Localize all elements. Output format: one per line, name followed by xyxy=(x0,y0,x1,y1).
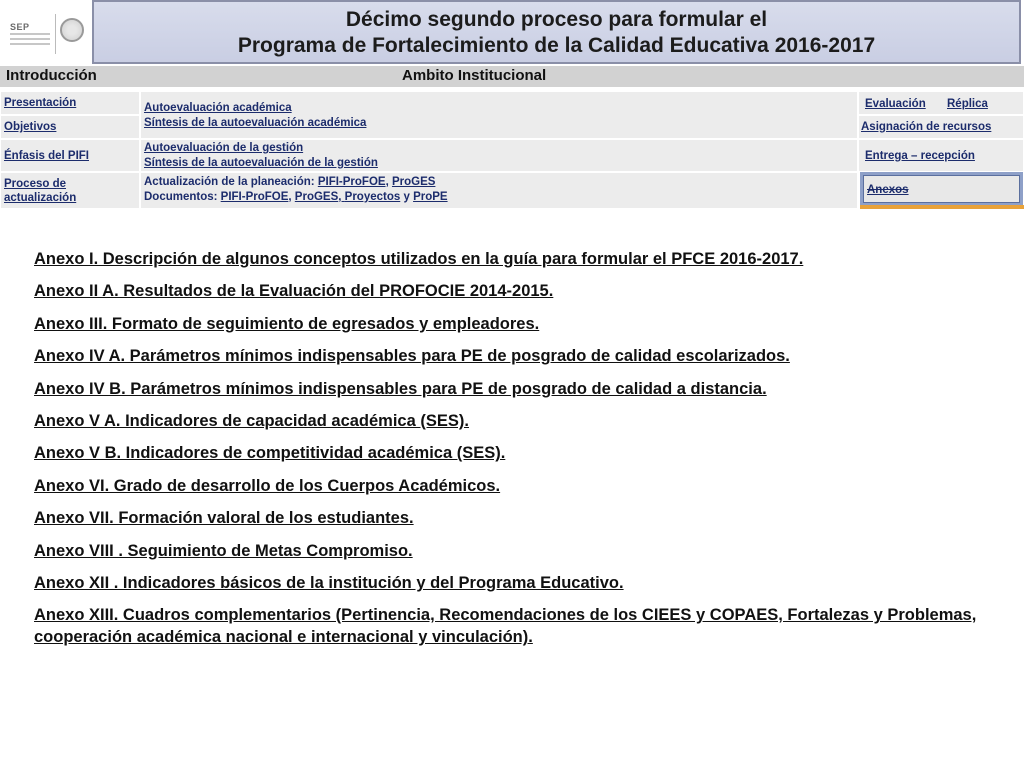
nav-link-replica[interactable]: Réplica xyxy=(947,98,988,110)
nav-link-proceso-actualizacion[interactable]: Proceso de actualización xyxy=(4,178,77,204)
tab-introduccion[interactable]: Introducción xyxy=(6,67,97,84)
annex-link-vii[interactable]: Anexo VII. Formación valoral de los estudiantes. xyxy=(34,509,414,528)
annex-link-viii[interactable]: Anexo VIII . Seguimiento de Metas Compromiso. xyxy=(34,541,413,560)
page-title-line1: Décimo segundo proceso para formular el xyxy=(345,8,768,31)
doc-link-pifi-profoe[interactable]: PIFI-ProFOE xyxy=(220,191,289,203)
annex-link-iii[interactable]: Anexo III. Formato de seguimiento de egresados y empleadores. xyxy=(34,314,540,333)
nav-cell-actualizacion xyxy=(140,172,858,209)
nav-link-presentacion[interactable]: Presentación xyxy=(4,97,77,109)
page-title-line2: Programa de Fortalecimiento de la Calidad Educativa 2016-2017 xyxy=(237,34,876,57)
annex-link-ii-a[interactable]: Anexo II A. Resultados de la Evaluación del PROFOCIE 2014-2015. xyxy=(34,282,554,301)
nav-link-asignacion-recursos[interactable]: Asignación de recursos xyxy=(861,121,992,133)
nav-cell-anexos-active xyxy=(860,172,1023,206)
seal-icon xyxy=(60,18,84,42)
separator: y xyxy=(400,191,414,203)
nav-link-evaluacion[interactable]: Evaluación xyxy=(865,98,926,110)
nav-cell-presentacion xyxy=(0,91,140,115)
nav-cell-evaluacion xyxy=(858,91,1024,115)
doc-link-proyectos[interactable]: Proyectos xyxy=(344,191,401,203)
doc-link-proges[interactable]: ProGES xyxy=(294,191,339,203)
nav-cell-entrega xyxy=(858,139,1024,172)
anexos-active-indicator xyxy=(860,205,1024,209)
nav-cell-autoeval-academica xyxy=(140,91,858,139)
actualizacion-line xyxy=(144,176,435,188)
nav-cell-autoeval-gestion xyxy=(140,139,858,172)
section-tabbar xyxy=(0,66,1024,87)
link-pifi-profoe[interactable]: PIFI-ProFOE xyxy=(317,176,386,188)
annex-link-v-b[interactable]: Anexo V B. Indicadores de competitividad académica (SES). xyxy=(34,444,506,463)
nav-link-objetivos[interactable]: Objetivos xyxy=(4,121,57,133)
link-proges[interactable]: ProGES xyxy=(391,176,436,188)
separator: , xyxy=(338,191,345,203)
separator: , xyxy=(288,191,295,203)
annex-link-iv-b[interactable]: Anexo IV B. Parámetros mínimos indispensables para PE de posgrado de calidad a distancia. xyxy=(34,379,767,398)
nav-link-sintesis-academica[interactable]: Síntesis de la autoevaluación académica xyxy=(144,117,367,129)
nav-link-sintesis-gestion[interactable]: Síntesis de la autoevaluación de la gestión xyxy=(144,157,378,169)
sep-logo-lines xyxy=(10,33,50,48)
nav-cell-objetivos xyxy=(0,115,140,139)
nav-link-enfasis-pifi[interactable]: Énfasis del PIFI xyxy=(4,150,89,162)
sep-logo xyxy=(0,0,92,66)
nav-cell-proceso xyxy=(0,172,140,209)
annex-link-vi[interactable]: Anexo VI. Grado de desarrollo de los Cuerpos Académicos. xyxy=(34,476,501,495)
nav-link-entrega-recepcion[interactable]: Entrega – recepción xyxy=(865,150,975,162)
documentos-prefix: Documentos: xyxy=(144,191,221,203)
navigation-grid xyxy=(0,88,1024,210)
nav-cell-enfasis xyxy=(0,139,140,172)
doc-link-prope[interactable]: ProPE xyxy=(413,191,448,203)
annex-link-xii[interactable]: Anexo XII . Indicadores básicos de la institución y del Programa Educativo. xyxy=(34,573,624,592)
nav-cell-asignacion xyxy=(858,115,1024,139)
nav-link-autoeval-gestion[interactable]: Autoevaluación de la gestión xyxy=(144,142,304,154)
logo-divider xyxy=(55,14,56,54)
annex-link-iv-a[interactable]: Anexo IV A. Parámetros mínimos indispensables para PE de posgrado de calidad escolarizados. xyxy=(34,347,790,366)
actualizacion-prefix: Actualización de la planeación: xyxy=(144,176,318,188)
sep-logo-text: SEP xyxy=(10,22,30,32)
annex-link-xiii[interactable]: Anexo XIII. Cuadros complementarios (Pertinencia, Recomendaciones de los CIEES y COPAES, Fortalezas y Problemas, cooperación académica nacional e internacional y vinculación). xyxy=(34,606,977,647)
nav-link-autoeval-academica[interactable]: Autoevaluación académica xyxy=(144,102,292,114)
nav-link-anexos[interactable]: Anexos xyxy=(867,184,909,196)
page-title-banner xyxy=(92,0,1021,64)
annex-link-v-a[interactable]: Anexo V A. Indicadores de capacidad académica (SES). xyxy=(34,411,469,430)
separator: , xyxy=(385,176,392,188)
documentos-line xyxy=(144,191,448,203)
annex-link-i[interactable]: Anexo I. Descripción de algunos conceptos utilizados en la guía para formular el PFCE 2016-2017. xyxy=(34,250,804,268)
annex-list xyxy=(34,248,994,659)
tab-ambito-institucional[interactable]: Ambito Institucional xyxy=(402,67,547,84)
